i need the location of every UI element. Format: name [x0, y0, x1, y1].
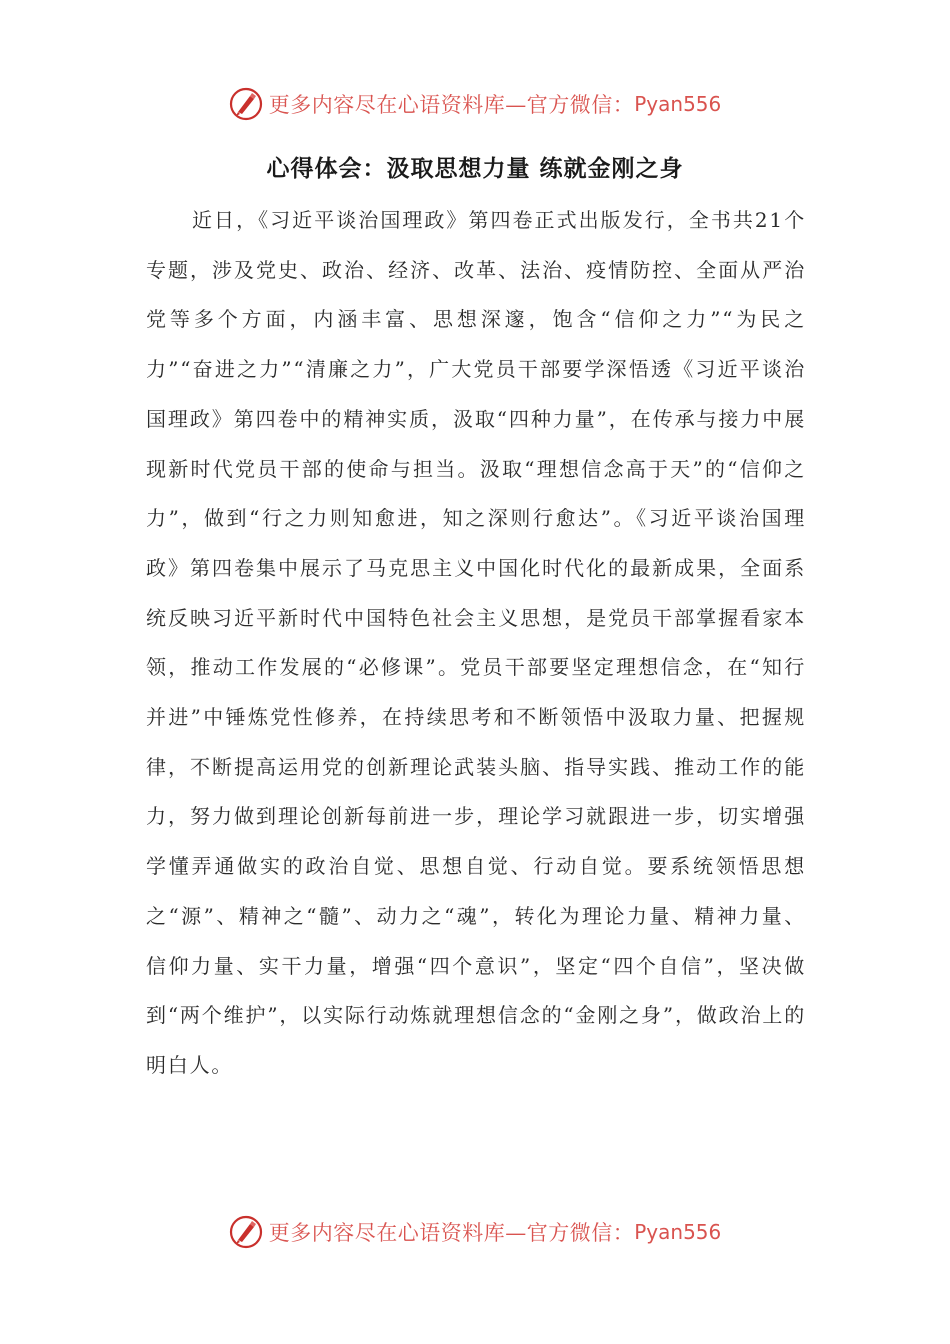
- footer-watermark: [0, 1212, 950, 1252]
- watermark-handle: Pyan556: [634, 1220, 722, 1244]
- watermark-text: 更多内容尽在心语资料库—官方微信：: [268, 93, 635, 117]
- pen-nib-icon: [229, 1215, 263, 1249]
- header-watermark: [0, 84, 950, 124]
- pen-nib-icon: [229, 87, 263, 121]
- watermark-handle: Pyan556: [634, 92, 722, 116]
- body-paragraph: 近日，《习近平谈治国理政》第四卷正式出版发行，全书共21个专题，涉及党史、政治、经济、改革、法治、疫情防控、全面从严治党等多个方面，内涵丰富、思想深邃，饱含“信仰之力”“为民之力”“奋进之力”“清廉之力”，广大党员干部要学深悟透《习近平谈治国理政》第四卷中的精神实质，汲取“四种力量”，在传承与接力中展现新时代党员干部的使命与担当。汲取“理想信念高于天”的“信仰之力”，做到“行之力则知愈进，知之深则行愈达”。《习近平谈治国理政》第四卷集中展示了马克思主义中国化时代化的最新成果，全面系统反映习近平新时代中国特色社会主义思想，是党员干部掌握看家本领，推动工作发展的“必修课”。党员干部要坚定理想信念，在“知行并进”中锤炼党性修养，在持续思考和不断领悟中汲取力量、把握规律，不断提高运用党的创新理论武装头脑、指导实践、推动工作的能力，努力做到理论创新每前进一步，理论学习就跟进一步，切实增强学懂弄通做实的政治自觉、思想自觉、行动自觉。要系统领悟思想之“源”、精神之“髓”、动力之“魂”，转化为理论力量、精神力量、信仰力量、实干力量，增强“四个意识”，坚定“四个自信”，坚决做到“两个维护”，以实际行动炼就理想信念的“金刚之身”，做政治上的明白人。: [146, 208, 806, 1077]
- watermark-text: 更多内容尽在心语资料库—官方微信：: [268, 1221, 635, 1245]
- document-title: 心得体会：汲取思想力量 练就金刚之身: [266, 156, 684, 182]
